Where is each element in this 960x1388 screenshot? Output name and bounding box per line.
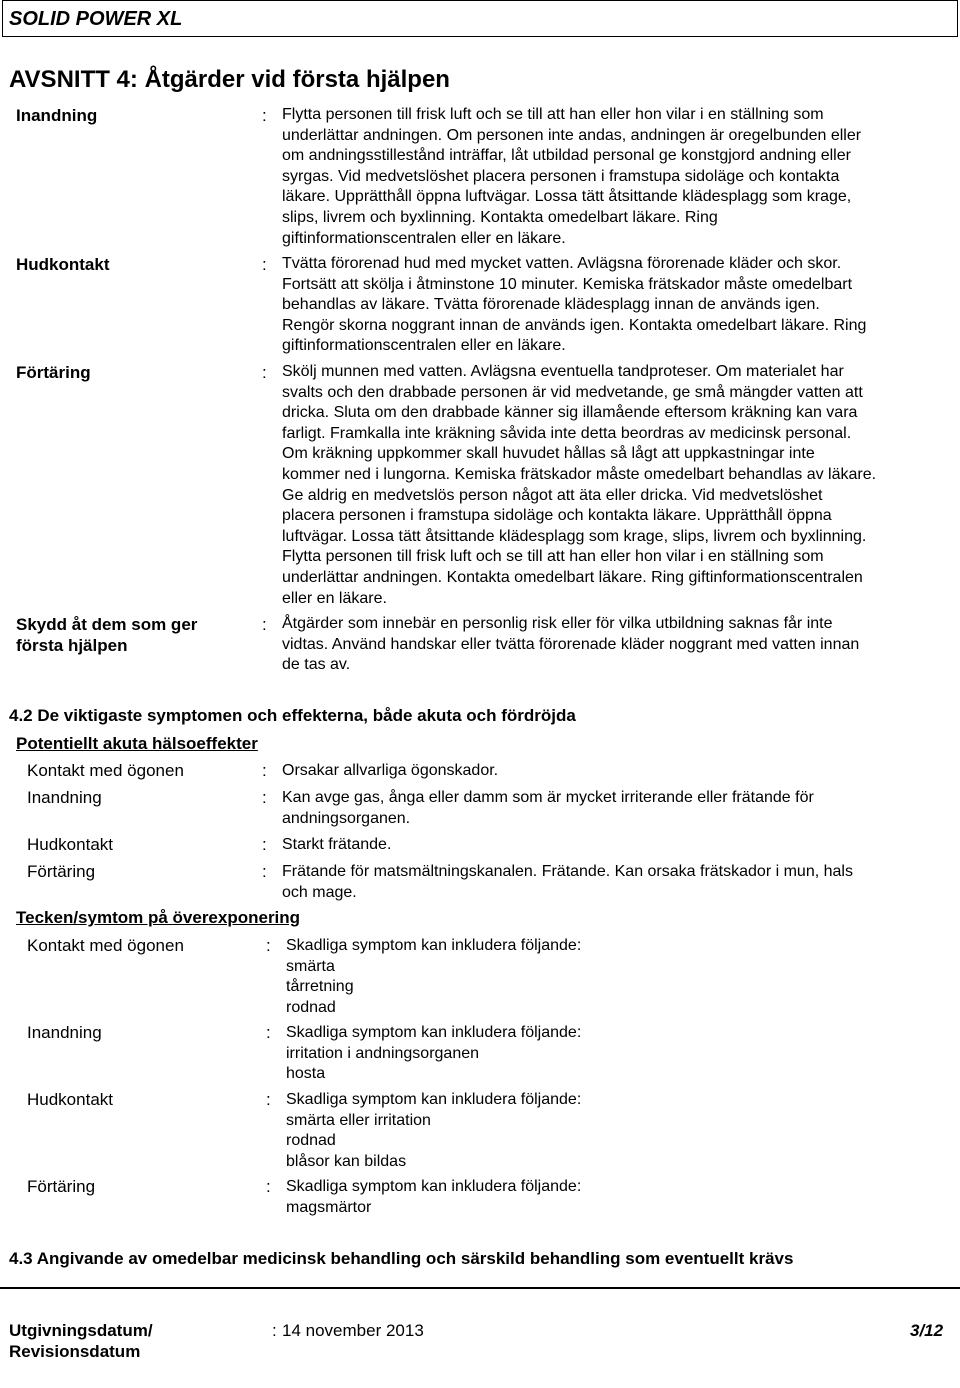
first-aid-text: Åtgärder som innebär en personlig risk eller för vilka utbildning saknas får inte vidtas. Använd handskar eller tvätta förorenade kläder noggrant med vatten innan de tas av. bbox=[282, 615, 860, 674]
first-aid-label: Hudkontakt bbox=[16, 255, 110, 274]
acute-effects-heading: Potentiellt akuta hälsoeffekter bbox=[16, 734, 258, 753]
separator-colon: : bbox=[266, 936, 271, 955]
separator-colon: : bbox=[262, 862, 267, 881]
product-title: SOLID POWER XL bbox=[9, 8, 183, 30]
first-aid-label: Inandning bbox=[16, 106, 98, 125]
first-aid-text: Skölj munnen med vatten. Avlägsna eventuella tandproteser. Om materialet har svalts och den drabbade personen är vid medvetande, ge små mängder vatten att dricka. Sluta om den drabbade känner sig illamående eftersom kräkning kan vara farligt. Framkalla inte kräkning såvida inte detta beordras av medicinsk personal. Om kräkning uppkommer skall huvudet hållas så lågt att uppkastningar inte kommer ned i lungorna. Kemiska frätskador måste omedelbart behandlas av läkare. Ge aldrig en medvetslös person något att äta eller dricka. Vid medvetslöshet placera personen i framstupa sidoläge och kontakta läkare. Upprätthåll öppna luftvägar. Lossa tätt åtsittande klädesplagg som krage, slips, livrem och byxlinning. Flytta personen till frisk luft och se till att han eller hon vilar i en ställning som underlättar andningen. Kontakta omedelbart läkare. Ring giftinformationscentralen eller en läkare. bbox=[282, 363, 877, 607]
overexposure-label: Hudkontakt bbox=[27, 1090, 113, 1109]
acute-text: Frätande för matsmältningskanalen. Frätande. Kan orsaka frätskador i mun, hals och mage. bbox=[282, 863, 853, 901]
separator-colon: : bbox=[262, 835, 267, 854]
acute-label: Inandning bbox=[27, 788, 102, 807]
separator-colon: : bbox=[262, 106, 267, 125]
footer-date-label: Utgivningsdatum/ Revisionsdatum bbox=[9, 1321, 153, 1361]
separator-colon: : bbox=[266, 1177, 271, 1196]
page-number: 3/12 bbox=[910, 1321, 944, 1340]
footer-date: 14 november 2013 bbox=[282, 1321, 424, 1340]
footer-divider bbox=[0, 1287, 960, 1289]
acute-text: Kan avge gas, ånga eller damm som är mycket irriterande eller frätande för andningsorganen. bbox=[282, 789, 814, 827]
first-aid-text: Flytta personen till frisk luft och se till att han eller hon vilar i en ställning som underlättar andningen. Om personen inte andas, andningen är oregelbunden eller om andningsstillestånd inträffar, låt utbildad personal ge konstgjord andning eller syrgas. Vid medvetslöshet placera personen i framstupa sidoläge och kontakta läkare. Upprätthåll öppna luftvägar. Lossa tätt åtsittande klädesplagg som krage, slips, livrem och byxlinning. Kontakta omedelbart läkare. Ring giftinformationscentralen eller en läkare. bbox=[282, 106, 862, 247]
overexposure-label: Förtäring bbox=[27, 1177, 96, 1196]
first-aid-label: Skydd åt dem som ger första hjälpen bbox=[16, 615, 198, 655]
separator-colon: : bbox=[262, 615, 267, 634]
acute-label: Hudkontakt bbox=[27, 835, 113, 854]
first-aid-label: Förtäring bbox=[16, 363, 91, 382]
overexposure-text: Skadliga symptom kan inkludera följande: irritation i andningsorganen hosta bbox=[286, 1024, 582, 1083]
overexposure-label: Inandning bbox=[27, 1023, 102, 1042]
overexposure-text: Skadliga symptom kan inkludera följande: smärta eller irritation rodnad blåsor kan bildas bbox=[286, 1091, 582, 1170]
section-title: AVSNITT 4: Åtgärder vid första hjälpen bbox=[9, 66, 450, 93]
separator-colon: : bbox=[266, 1023, 271, 1042]
separator-colon: : bbox=[266, 1090, 271, 1109]
separator-colon: : bbox=[262, 761, 267, 780]
separator-colon: : bbox=[262, 255, 267, 274]
acute-text: Starkt frätande. bbox=[282, 836, 392, 853]
acute-label: Förtäring bbox=[27, 862, 96, 881]
overexposure-label: Kontakt med ögonen bbox=[27, 936, 184, 955]
separator-colon: : bbox=[262, 363, 267, 382]
overexposure-heading: Tecken/symtom på överexponering bbox=[16, 908, 301, 927]
separator-colon: : bbox=[262, 788, 267, 807]
footer-colon: : bbox=[272, 1321, 277, 1340]
first-aid-text: Tvätta förorenad hud med mycket vatten. Avlägsna förorenade kläder och skor. Fortsätt att skölja i åtminstone 10 minuter. Kemiska frätskador måste omedelbart behandlas av läkare. Tvätta förorenade klädesplagg innan de används igen. Rengör skorna noggrant innan de används igen. Kontakta omedelbart läkare. Ring giftinformationscentralen eller en läkare. bbox=[282, 255, 867, 355]
overexposure-text: Skadliga symptom kan inkludera följande: smärta tårretning rodnad bbox=[286, 937, 582, 1016]
subsection-4-2-title: 4.2 De viktigaste symptomen och effekterna, både akuta och fördröjda bbox=[9, 706, 576, 725]
subsection-4-3-title: 4.3 Angivande av omedelbar medicinsk behandling och särskild behandling som eventuellt krävs bbox=[9, 1249, 794, 1268]
acute-label: Kontakt med ögonen bbox=[27, 761, 184, 780]
overexposure-text: Skadliga symptom kan inkludera följande: magsmärtor bbox=[286, 1178, 582, 1216]
acute-text: Orsakar allvarliga ögonskador. bbox=[282, 762, 499, 779]
